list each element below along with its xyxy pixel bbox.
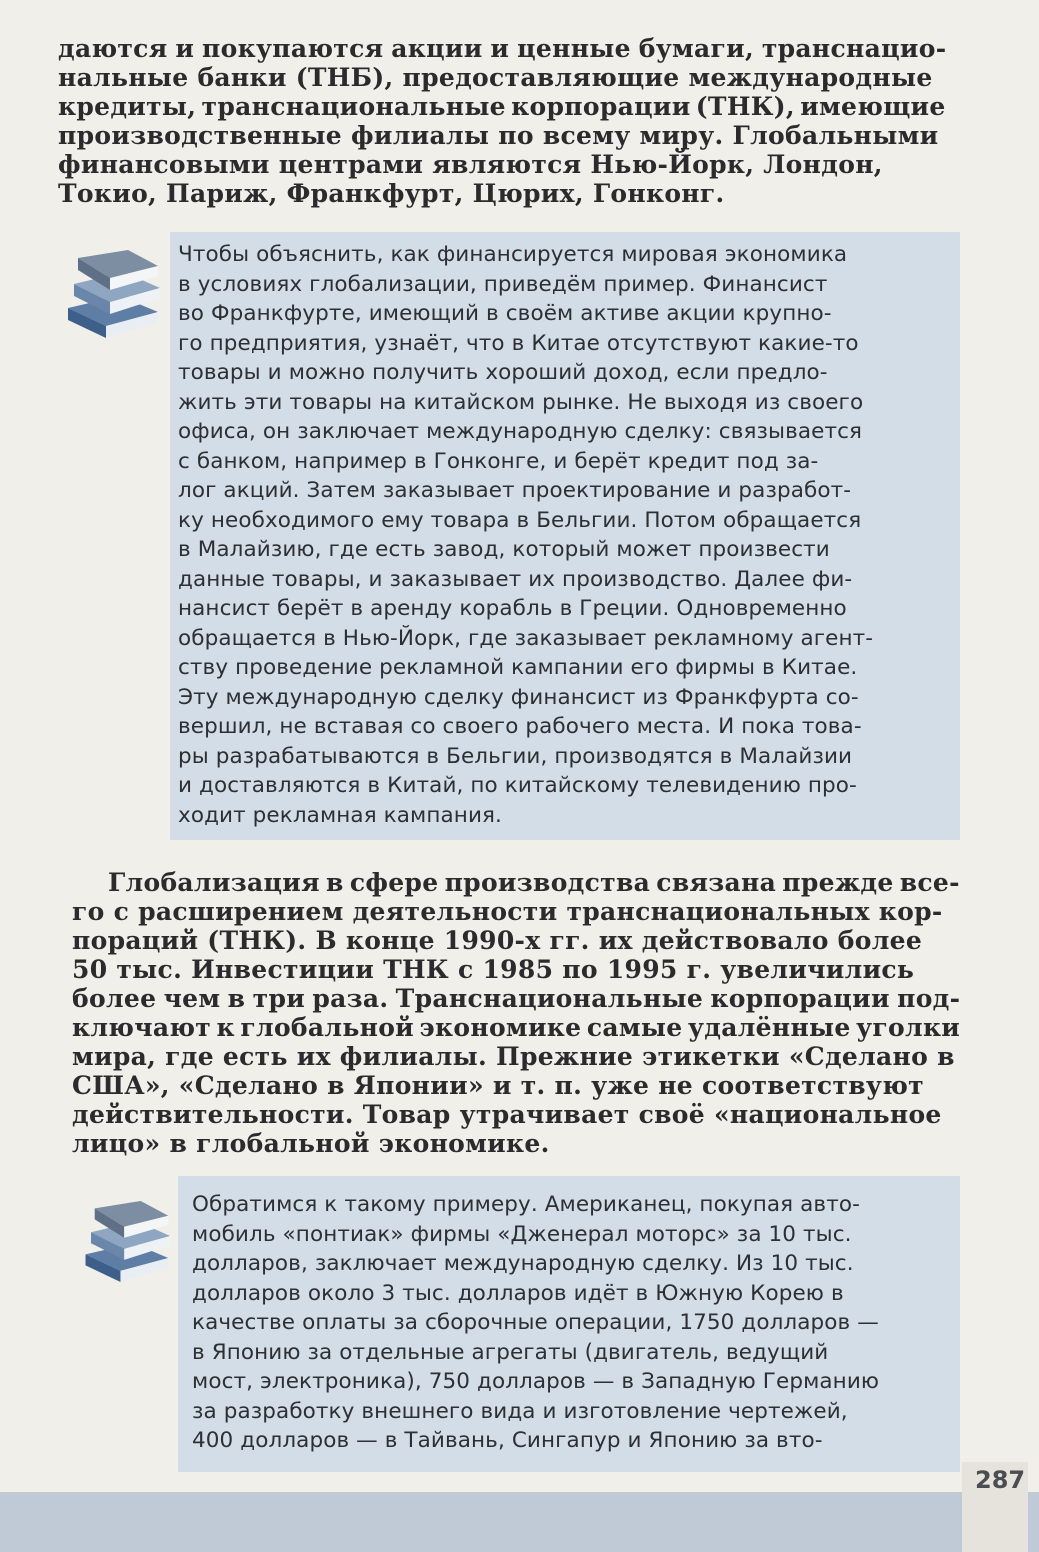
text-line: в условиях глобализации, приведём пример. Финансист — [178, 271, 828, 297]
text-line: за разработку внешнего вида и изготовление чертежей, — [192, 1398, 848, 1424]
text-line: Глобализация в сфере производства связана прежде все- — [108, 868, 960, 897]
text-line: 400 долларов — в Тайвань, Сингапур и Японию за вто- — [192, 1428, 823, 1453]
example-box — [178, 1176, 960, 1472]
text-line: более чем в три раза. Транснациональные корпорации под- — [72, 984, 961, 1013]
text-line: ству проведение рекламной кампании его фирмы в Китае. — [178, 655, 858, 680]
text-line: кредиты, транснациональные корпорации (ТНК), имеющие — [58, 92, 946, 121]
text-line: Токио, Париж, Франкфурт, Цюрих, Гонконг. — [58, 179, 725, 208]
text-line: ключают к глобальной экономике самые удалённые уголки — [72, 1013, 961, 1042]
text-line: в Японию за отдельные агрегаты (двигатель, ведущий — [192, 1339, 829, 1365]
example-box — [170, 232, 960, 840]
text-line: и доставляются в Китай, по китайскому телевидению про- — [178, 773, 857, 798]
books-icon — [80, 1196, 172, 1286]
text-line: ры разрабатываются в Бельгии, производятся в Малайзии — [178, 743, 853, 769]
text-line: обращается в Нью-Йорк, где заказывает рекламному агент- — [178, 625, 874, 651]
text-line: пораций (ТНК). В конце 1990-х гг. их действовало более — [72, 926, 923, 955]
top-paragraph — [58, 34, 946, 208]
page-number: 287 — [975, 1466, 1026, 1494]
text-line: офиса, он заключает международную сделку: связывается — [178, 419, 863, 444]
text-line: товары и можно получить хороший доход, если предло- — [178, 360, 828, 385]
text-line: финансовыми центрами являются Нью-Йорк, Лондон, — [58, 150, 883, 179]
text-line: 50 тыс. Инвестиции ТНК с 1985 по 1995 г. увеличились — [72, 955, 915, 984]
text-line: нансист берёт в аренду корабль в Греции. Одновременно — [178, 596, 847, 621]
books-icon — [62, 246, 162, 341]
text-line: лог акций. Затем заказывает проектирование и разработ- — [178, 478, 852, 503]
text-line: жить эти товары на китайском рынке. Не выходя из своего — [178, 389, 864, 415]
text-line: мира, где есть их филиалы. Прежние этикетки «Сделано в — [72, 1042, 955, 1071]
text-line: с банком, например в Гонконге, и берёт кредит под за- — [178, 448, 819, 474]
text-line: действительности. Товар утрачивает своё «национальное — [72, 1100, 942, 1129]
text-line: Эту международную сделку финансист из Франкфурта со- — [178, 684, 859, 710]
text-line: ходит рекламная кампания. — [178, 802, 502, 828]
text-line: Чтобы объяснить, как финансируется мировая экономика — [178, 242, 848, 267]
text-line: го с расширением деятельности транснациональных кор- — [72, 897, 943, 926]
text-line: мобиль «понтиак» фирмы «Дженерал моторс» за 10 тыс. — [192, 1221, 852, 1247]
footer-band — [0, 1492, 1039, 1552]
text-line: производственные филиалы по всему миру. Глобальными — [58, 121, 939, 150]
text-line: даются и покупаются акции и ценные бумаги, транснацио- — [58, 34, 947, 63]
text-line: ку необходимого ему товара в Бельгии. Потом обращается — [178, 507, 862, 533]
text-line: го предприятия, узнаёт, что в Китае отсутствуют какие-то — [178, 330, 859, 356]
example-text — [192, 1190, 950, 1456]
text-line: мост, электроника), 750 долларов — в Западную Германию — [192, 1369, 880, 1394]
text-line: долларов около 3 тыс. долларов идёт в Южную Корею в — [192, 1280, 844, 1306]
text-line: в Малайзию, где есть завод, который может произвести — [178, 537, 830, 562]
text-line: во Франкфурте, имеющий в своём активе акции крупно- — [178, 301, 832, 326]
middle-paragraph — [72, 868, 960, 1158]
text-line: данные товары, и заказывает их производство. Далее фи- — [178, 566, 853, 592]
text-line: США», «Сделано в Японии» и т. п. уже не соответствуют — [72, 1071, 924, 1100]
example-text — [178, 240, 944, 830]
text-line: вершил, не вставая со своего рабочего места. И пока това- — [178, 714, 862, 739]
text-line: долларов, заключает международную сделку. Из 10 тыс. — [192, 1251, 854, 1276]
text-line: нальные банки (ТНБ), предоставляющие международные — [58, 63, 933, 92]
text-line: Обратимся к такому примеру. Американец, покупая авто- — [192, 1192, 860, 1217]
text-line: качестве оплаты за сборочные операции, 1750 долларов — — [192, 1310, 879, 1335]
text-line: лицо» в глобальной экономике. — [72, 1129, 550, 1158]
